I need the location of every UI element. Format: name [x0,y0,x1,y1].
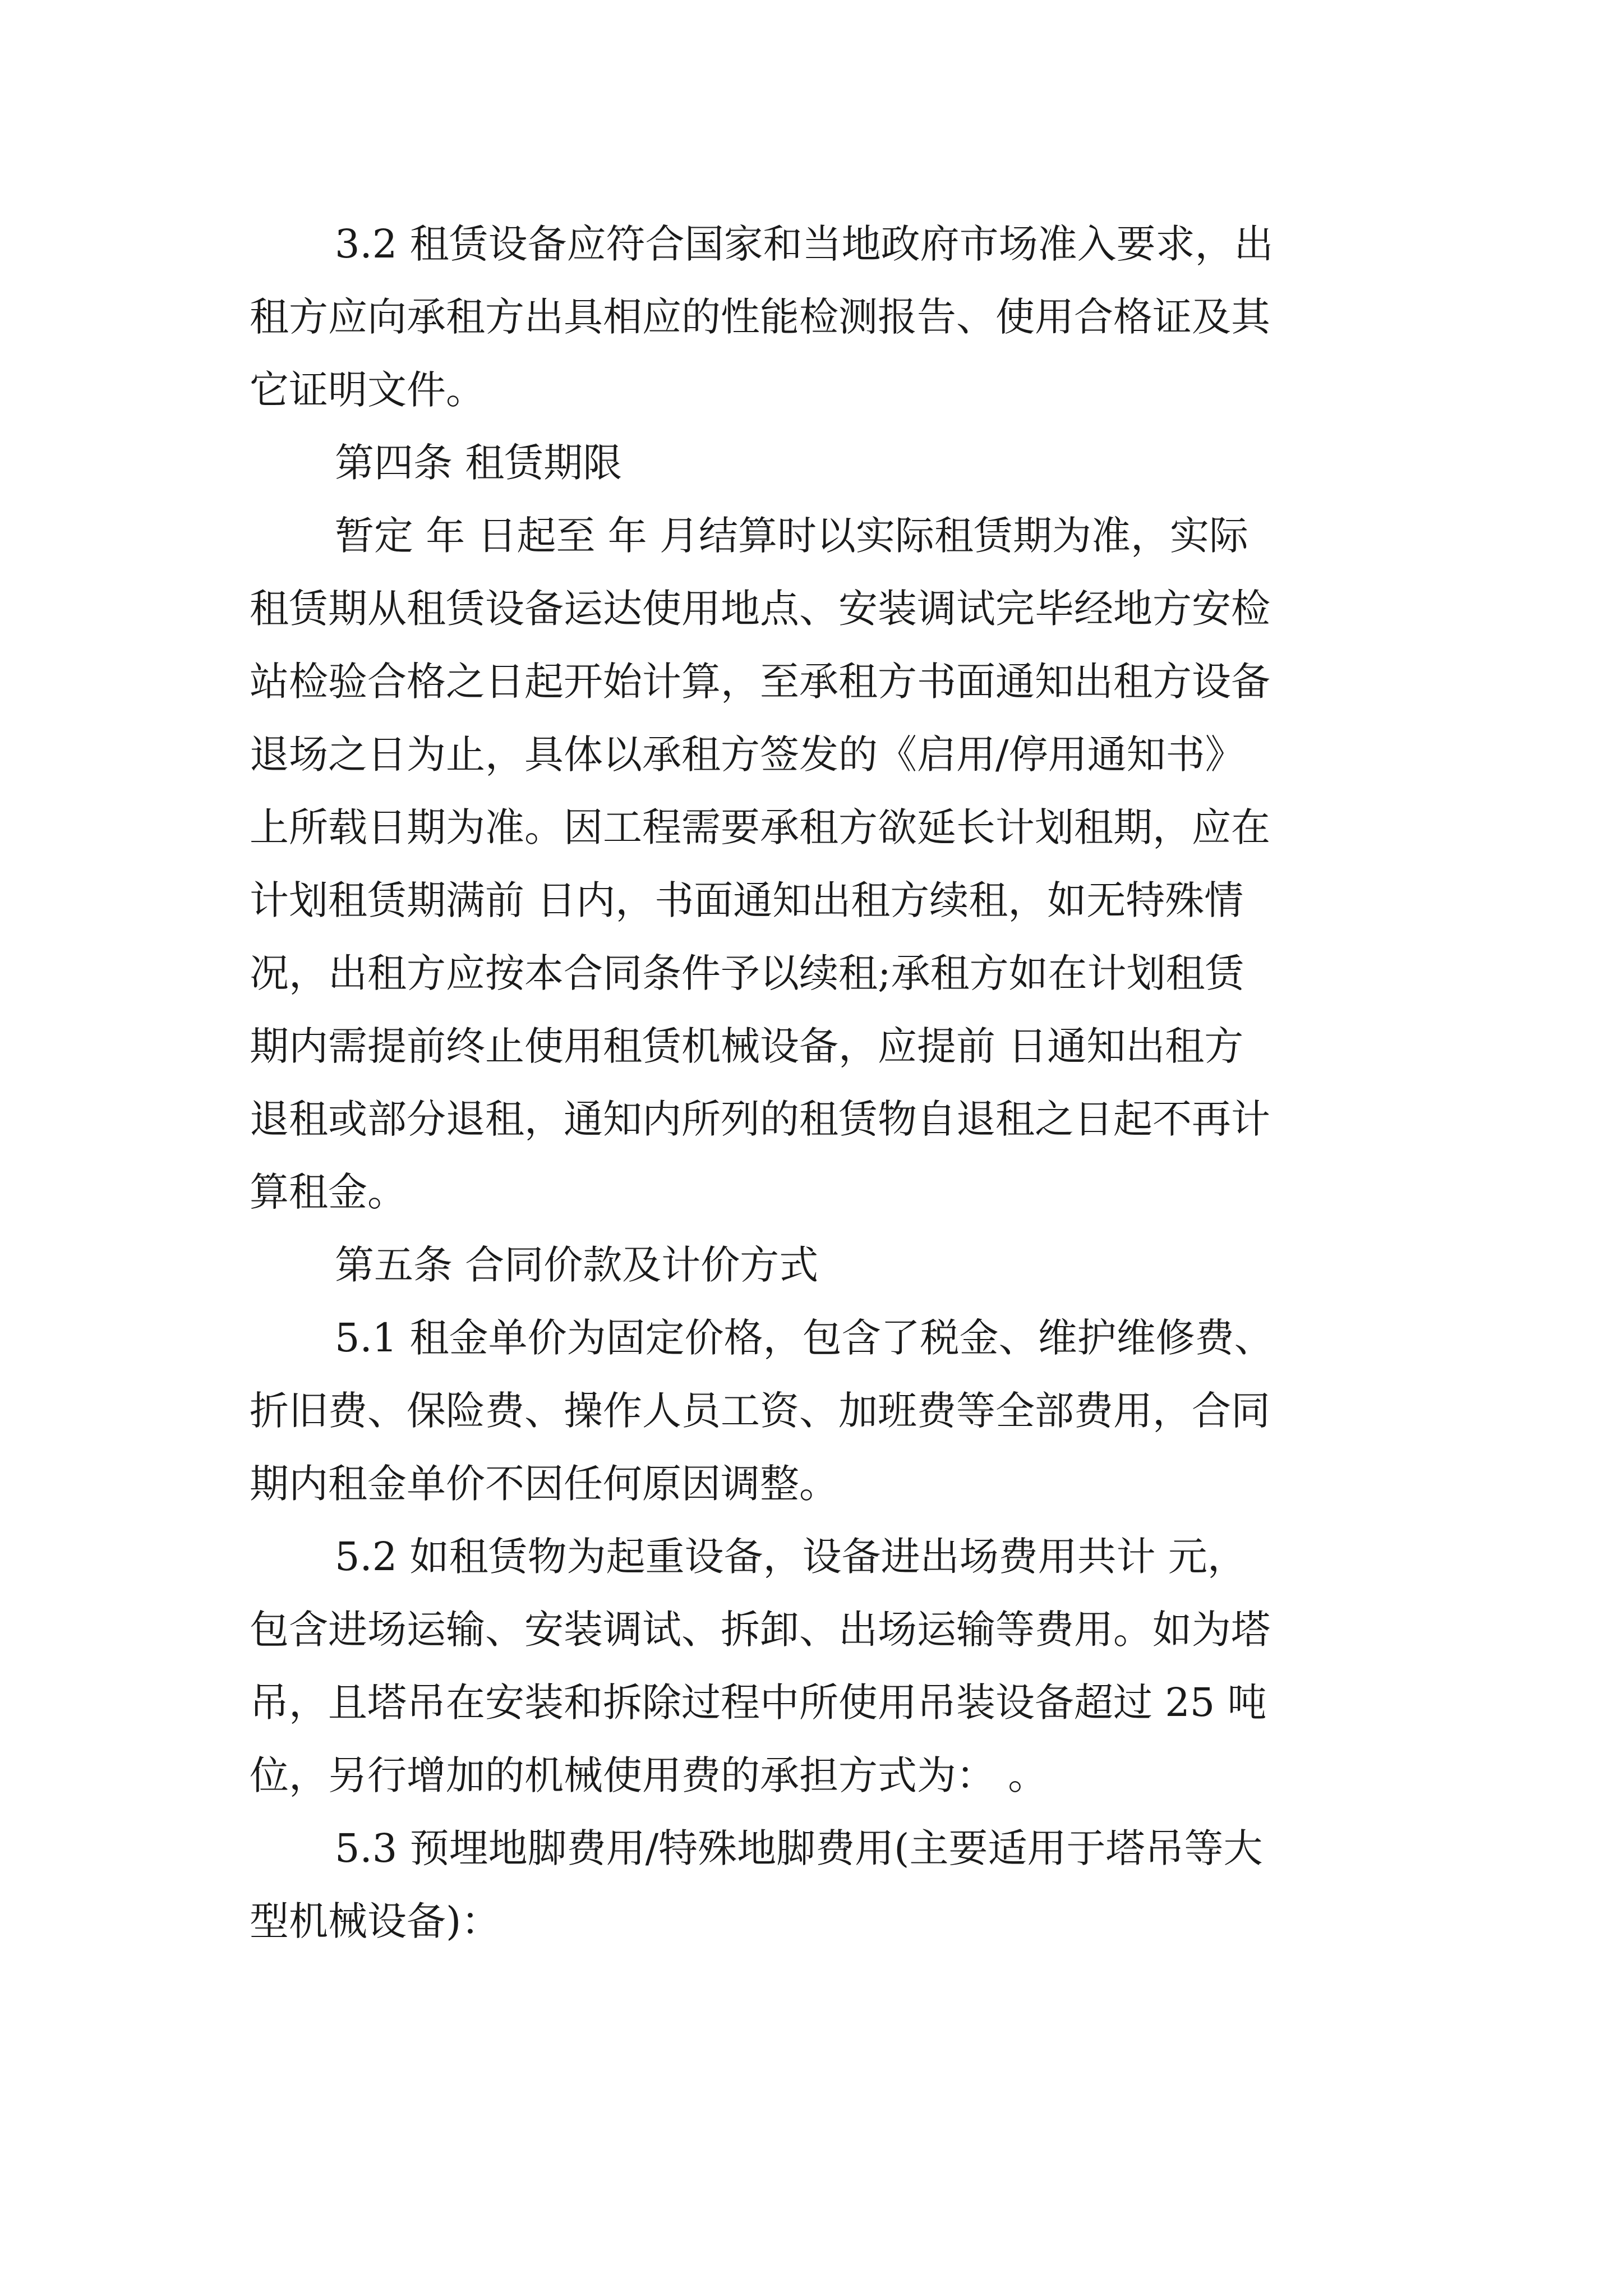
paragraph-line: 站检验合格之日起开始计算，至承租方书面通知出租方设备 [250,659,1270,705]
paragraph-line: 计划租赁期满前 日内，书面通知出租方续租，如无特殊情 [250,877,1244,923]
paragraph-line: 上所载日期为准。因工程需要承租方欲延长计划租期，应在 [250,804,1270,850]
paragraph-line: 期内需提前终止使用租赁机械设备，应提前 日通知出租方 [250,1023,1244,1069]
paragraph-line: 3.2 租赁设备应符合国家和当地政府市场准入要求，出 [335,221,1274,267]
paragraph-line: 它证明文件。 [250,367,485,413]
paragraph-line: 算租金。 [250,1169,407,1215]
paragraph-line: 位，另行增加的机械使用费的承担方式为： 。 [250,1752,1048,1798]
paragraph-line: 5.3 预埋地脚费用/特殊地脚费用(主要适用于塔吊等大 [335,1825,1263,1871]
paragraph-line: 包含进场运输、安装调试、拆卸、出场运输等费用。如为塔 [250,1607,1270,1653]
paragraph-line: 租方应向承租方出具相应的性能检测报告、使用合格证及其 [250,294,1270,340]
paragraph-line: 5.1 租金单价为固定价格，包含了税金、维护维修费、 [335,1315,1274,1361]
paragraph-line: 退租或部分退租，通知内所列的租赁物自退租之日起不再计 [250,1096,1270,1142]
paragraph-line: 暂定 年 日起至 年 月结算时以实际租赁期为准，实际 [335,513,1249,559]
paragraph-line: 型机械设备)： [250,1898,501,1944]
paragraph-line: 租赁期从租赁设备运达使用地点、安装调试完毕经地方安检 [250,586,1270,632]
paragraph-line: 退场之日为止，具体以承租方签发的《启用/停用通知书》 [250,731,1244,777]
paragraph-line: 5.2 如租赁物为起重设备，设备进出场费用共计 元， [335,1534,1247,1580]
section-heading: 第四条 租赁期限 [335,440,623,486]
paragraph-line: 况，出租方应按本合同条件予以续租;承租方如在计划租赁 [250,950,1244,996]
paragraph-line: 折旧费、保险费、操作人员工资、加班费等全部费用，合同 [250,1388,1270,1434]
paragraph-line: 期内租金单价不因任何原因调整。 [250,1461,838,1507]
section-heading: 第五条 合同价款及计价方式 [335,1242,819,1288]
paragraph-line: 吊，且塔吊在安装和拆除过程中所使用吊装设备超过 25 吨 [250,1680,1267,1726]
